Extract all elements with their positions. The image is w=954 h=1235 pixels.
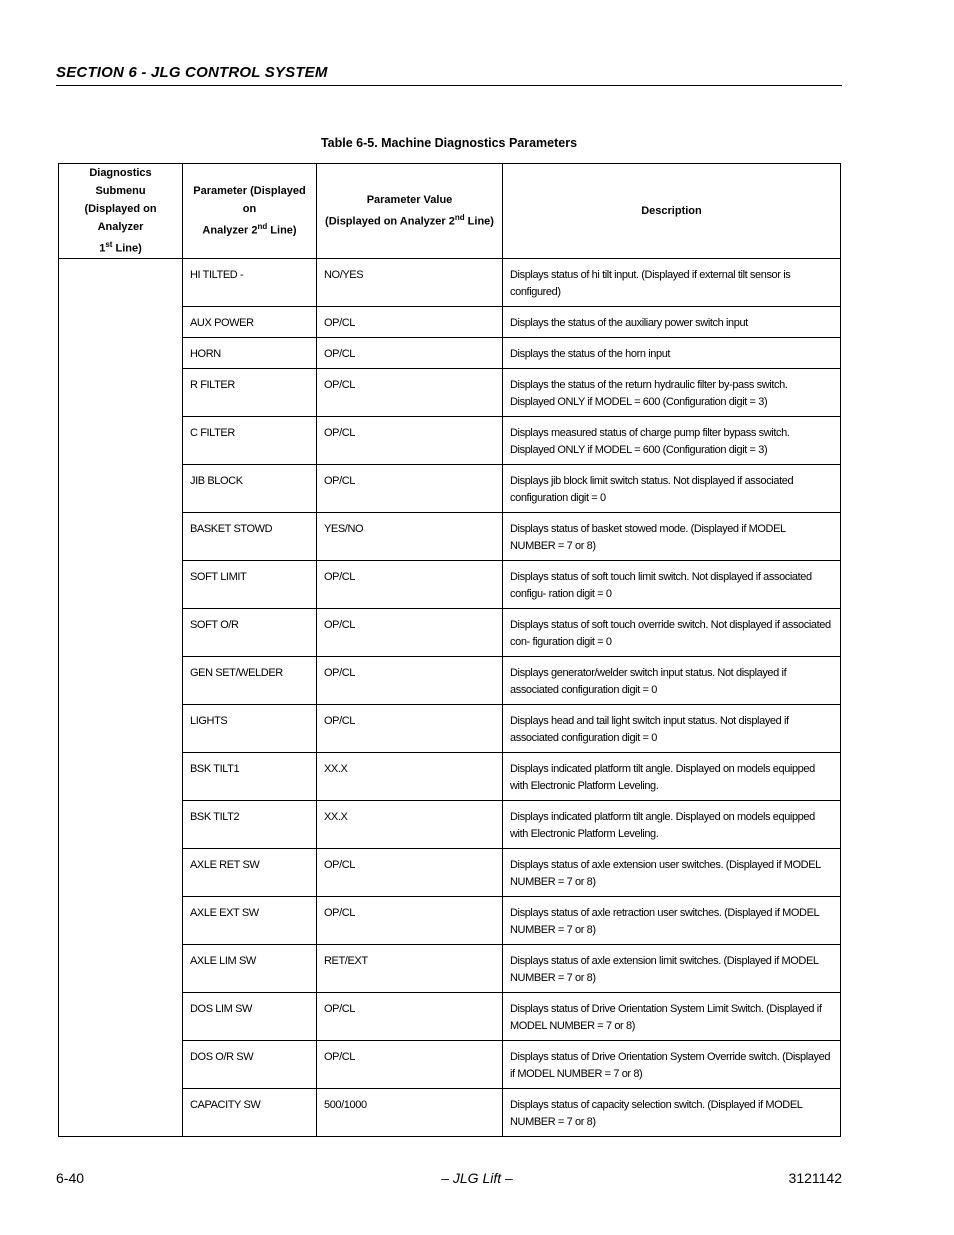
description-cell: Displays status of Drive Orientation System Limit Switch. (Displayed if MODEL NUMBER = 7 or 8) <box>503 992 841 1040</box>
diagnostics-submenu-cell <box>59 258 183 1136</box>
parameter-value-cell: XX.X <box>317 800 503 848</box>
description-cell: Displays the status of the return hydraulic filter by-pass switch. Displayed ONLY if MODEL = 600 (Configuration digit = 3) <box>503 368 841 416</box>
description-cell: Displays status of soft touch override switch. Not displayed if associated con- figuration digit = 0 <box>503 608 841 656</box>
description-cell: Displays status of axle extension limit switches. (Displayed if MODEL NUMBER = 7 or 8) <box>503 944 841 992</box>
parameter-value-cell: OP/CL <box>317 992 503 1040</box>
description-cell: Displays status of capacity selection switch. (Displayed if MODEL NUMBER = 7 or 8) <box>503 1088 841 1136</box>
table-title: Table 6-5. Machine Diagnostics Parameters <box>320 136 578 150</box>
parameter-value-cell: XX.X <box>317 752 503 800</box>
parameter-cell: HI TILTED - <box>183 258 317 306</box>
description-cell: Displays status of axle retraction user switches. (Displayed if MODEL NUMBER = 7 or 8) <box>503 896 841 944</box>
document-number: 3121142 <box>788 1170 842 1186</box>
parameter-cell: BSK TILT1 <box>183 752 317 800</box>
parameter-cell: BSK TILT2 <box>183 800 317 848</box>
parameter-value-cell: OP/CL <box>317 704 503 752</box>
description-cell: Displays generator/welder switch input status. Not displayed if associated configuration digit = 0 <box>503 656 841 704</box>
parameter-value-cell: YES/NO <box>317 512 503 560</box>
parameter-cell: AXLE RET SW <box>183 848 317 896</box>
description-cell: Displays jib block limit switch status. Not displayed if associated configuration digit = 0 <box>503 464 841 512</box>
parameter-cell: AXLE LIM SW <box>183 944 317 992</box>
diagnostics-parameters-table <box>58 163 841 1137</box>
parameter-cell: DOS LIM SW <box>183 992 317 1040</box>
footer-center-text: – JLG Lift – <box>441 1170 513 1186</box>
parameter-value-cell: OP/CL <box>317 656 503 704</box>
parameter-cell: BASKET STOWD <box>183 512 317 560</box>
description-cell: Displays indicated platform tilt angle. Displayed on models equipped with Electronic Platform Leveling. <box>503 800 841 848</box>
description-cell: Displays status of axle extension user switches. (Displayed if MODEL NUMBER = 7 or 8) <box>503 848 841 896</box>
section-header: SECTION 6 - JLG CONTROL SYSTEM <box>56 64 842 86</box>
parameter-cell: SOFT LIMIT <box>183 560 317 608</box>
parameter-value-cell: OP/CL <box>317 306 503 337</box>
column-header-parameter-value: Parameter Value (Displayed on Analyzer 2nd Line) <box>317 164 503 259</box>
description-cell: Displays measured status of charge pump filter bypass switch. Displayed ONLY if MODEL = 600 (Configuration digit = 3) <box>503 416 841 464</box>
parameter-value-cell: OP/CL <box>317 416 503 464</box>
parameter-value-cell: OP/CL <box>317 464 503 512</box>
parameter-value-cell: RET/EXT <box>317 944 503 992</box>
column-header-diagnostics-submenu: Diagnostics Submenu (Displayed on Analyzer 1st Line) <box>59 164 183 259</box>
parameter-value-cell: OP/CL <box>317 337 503 368</box>
parameter-cell: AUX POWER <box>183 306 317 337</box>
description-cell: Displays status of basket stowed mode. (Displayed if MODEL NUMBER = 7 or 8) <box>503 512 841 560</box>
parameter-cell: JIB BLOCK <box>183 464 317 512</box>
parameter-value-cell: OP/CL <box>317 896 503 944</box>
parameter-value-cell: 500/1000 <box>317 1088 503 1136</box>
description-cell: Displays the status of the auxiliary power switch input <box>503 306 841 337</box>
parameter-value-cell: OP/CL <box>317 848 503 896</box>
table-header-row <box>59 164 841 259</box>
parameter-value-cell: NO/YES <box>317 258 503 306</box>
parameter-value-cell: OP/CL <box>317 1040 503 1088</box>
page-number: 6-40 <box>56 1170 85 1186</box>
parameter-cell: GEN SET/WELDER <box>183 656 317 704</box>
description-cell: Displays head and tail light switch input status. Not displayed if associated configuration digit = 0 <box>503 704 841 752</box>
column-header-description: Description <box>503 164 841 259</box>
parameter-cell: SOFT O/R <box>183 608 317 656</box>
description-cell: Displays indicated platform tilt angle. Displayed on models equipped with Electronic Platform Leveling. <box>503 752 841 800</box>
table-row <box>59 258 841 306</box>
description-cell: Displays status of hi tilt input. (Displayed if external tilt sensor is configured) <box>503 258 841 306</box>
description-cell: Displays status of Drive Orientation System Override switch. (Displayed if MODEL NUMBER = 7 or 8) <box>503 1040 841 1088</box>
parameter-cell: LIGHTS <box>183 704 317 752</box>
parameter-cell: AXLE EXT SW <box>183 896 317 944</box>
parameter-cell: DOS O/R SW <box>183 1040 317 1088</box>
description-cell: Displays status of soft touch limit switch. Not displayed if associated configu- ration digit = 0 <box>503 560 841 608</box>
parameter-cell: C FILTER <box>183 416 317 464</box>
parameter-cell: R FILTER <box>183 368 317 416</box>
description-cell: Displays the status of the horn input <box>503 337 841 368</box>
parameter-value-cell: OP/CL <box>317 368 503 416</box>
parameter-cell: CAPACITY SW <box>183 1088 317 1136</box>
parameter-value-cell: OP/CL <box>317 608 503 656</box>
column-header-parameter: Parameter (Displayed on Analyzer 2nd Line) <box>183 164 317 259</box>
parameter-cell: HORN <box>183 337 317 368</box>
parameter-value-cell: OP/CL <box>317 560 503 608</box>
